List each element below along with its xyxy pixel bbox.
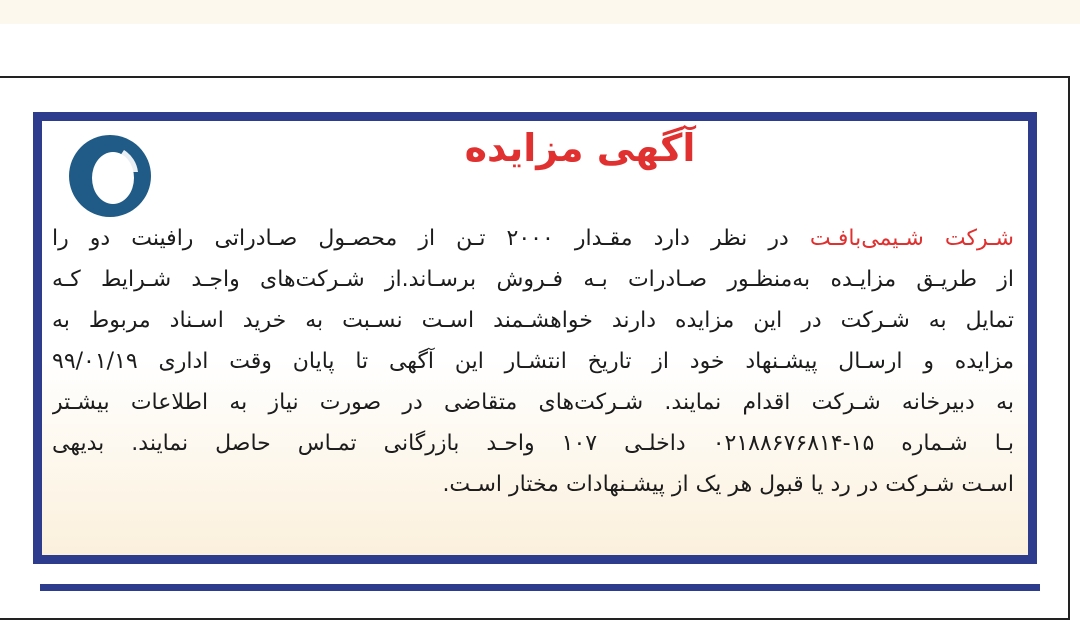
notice-line-2: از طریـق مزایـده به‌منظـور صـادرات بـه فـروش برسـاند.از شـرکت‌های واجـد شـرایط کـه [52,267,1014,292]
notice-line-6: بـا شـماره ۱۵-۰۲۱۸۸۶۷۶۸۱۴ داخلـی ۱۰۷ واحـد بازرگانی تمـاس حاصل نمایند. بدیهی [52,431,1014,456]
top-page-strip [0,0,1080,24]
company-logo-icon [66,132,154,220]
notice-line-4: مزایده و ارسـال پیشـنهاد خود از تاریخ انتشـار این آگهی تا پایان وقت اداری ۹۹/۰۱/۱۹ [52,349,1014,374]
notice-title: آگهی مزایده [464,126,696,170]
notice-line-5: به دبیرخانه شـرکت اقدام نمایند. شـرکت‌های متقاضی در صورت نیاز به اطلاعات بیشـتر [52,390,1014,415]
notice-line-7: اسـت شـرکت در رد یا قبول هر یک از پیشـنهادات مختار اسـت. [442,472,1014,497]
next-notice-box-edge [40,584,1040,611]
notice-line-1 [52,218,1014,259]
company-name: شـرکت شـیمی‌بافـت [809,226,1014,251]
notice-line-1-text: در نظر دارد مقـدار ۲۰۰۰ تـن از محصـول صـادراتی رافینت دو را [52,226,810,251]
notice-body [52,218,1014,505]
notice-line-3: تمایل به شـرکت در این مزایده دارند خواهشـمند اسـت نسـبت به خرید اسـناد مربوط به [52,308,1014,333]
